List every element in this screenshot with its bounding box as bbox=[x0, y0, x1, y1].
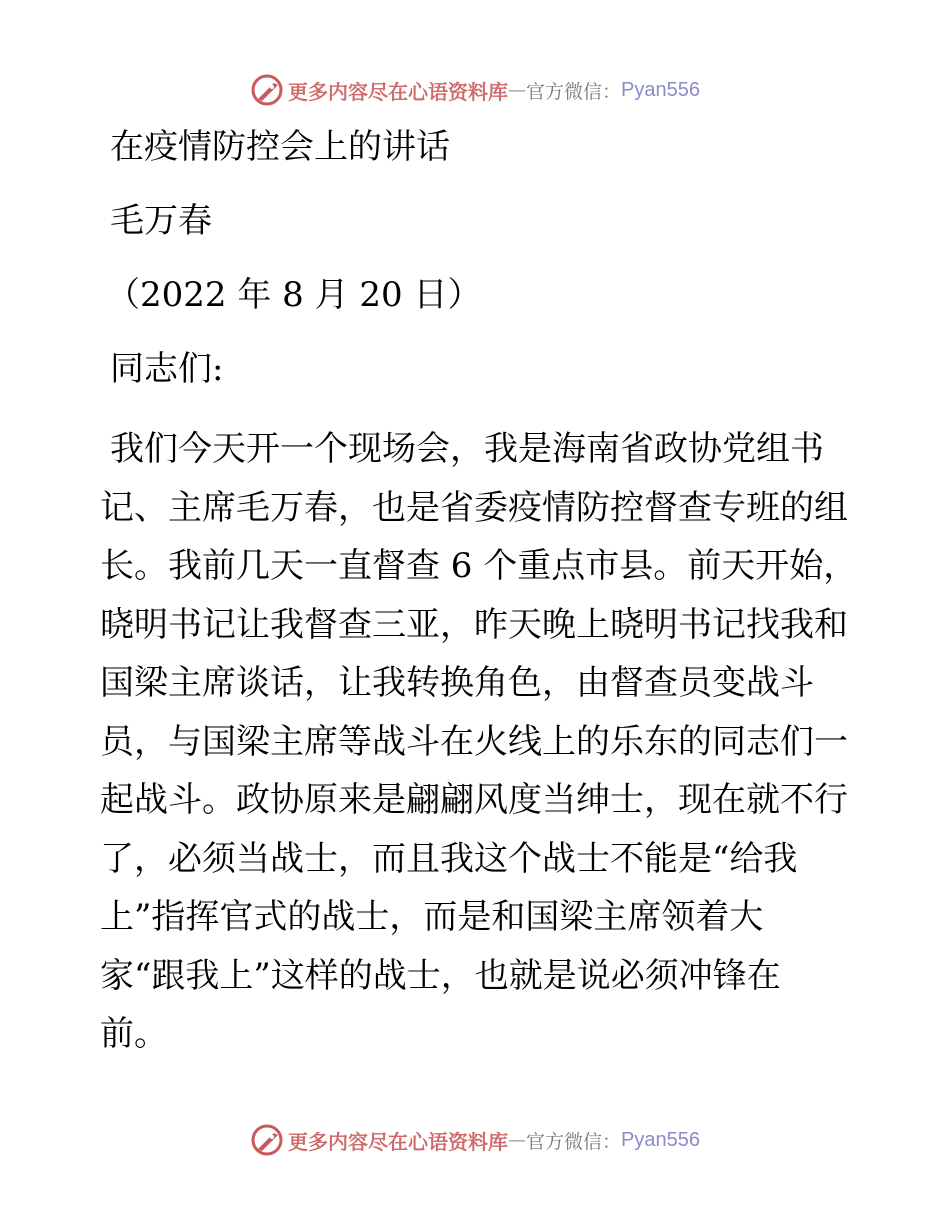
watermark-dash: — bbox=[508, 1129, 526, 1151]
body-line: 起战斗。政协原来是翩翩风度当绅士，现在就不行 bbox=[100, 780, 848, 820]
watermark-dash: — bbox=[508, 79, 526, 101]
document-title: 在疫情防控会上的讲话 bbox=[110, 127, 450, 167]
watermark-wechat-id: Pyan556 bbox=[621, 78, 700, 101]
document-body bbox=[100, 420, 860, 1064]
footer-watermark bbox=[0, 1120, 950, 1160]
body-line: 记、主席毛万春，也是省委疫情防控督查专班的组 bbox=[100, 487, 848, 528]
body-line: 前。 bbox=[100, 1014, 168, 1054]
body-line: 了，必须当战士，而且我这个战士不能是“给我 bbox=[100, 838, 798, 879]
document-author: 毛万春 bbox=[110, 201, 212, 241]
body-line: 国梁主席谈话，让我转换角色，由督查员变战斗 bbox=[100, 663, 814, 703]
watermark-official-label: 官方微信： bbox=[526, 80, 622, 103]
body-line: 员，与国梁主席等战斗在火线上的乐东的同志们一 bbox=[100, 721, 848, 762]
pen-nib-circle-icon bbox=[250, 73, 284, 107]
watermark-site-text: 更多内容尽在心语资料库 bbox=[288, 79, 508, 104]
document-date: （2022 年 8 月 20 日） bbox=[106, 275, 482, 315]
document-salutation: 同志们: bbox=[110, 349, 224, 389]
watermark-official-label: 官方微信： bbox=[526, 1130, 622, 1153]
watermark-site-text: 更多内容尽在心语资料库 bbox=[288, 1129, 508, 1154]
body-line: 晓明书记让我督查三亚，昨天晚上晓明书记找我和 bbox=[100, 604, 848, 645]
header-watermark bbox=[0, 70, 950, 110]
body-line: 上”指挥官式的战士，而是和国梁主席领着大 bbox=[100, 897, 764, 937]
body-line: 长。我前几天一直督查 6 个重点市县。前天开始， bbox=[100, 546, 858, 586]
pen-nib-circle-icon bbox=[250, 1123, 284, 1157]
watermark-wechat-id: Pyan556 bbox=[621, 1128, 700, 1151]
body-line: 我们今天开一个现场会，我是海南省政协党组书 bbox=[110, 429, 824, 469]
body-line: 家“跟我上”这样的战士，也就是说必须冲锋在 bbox=[100, 955, 781, 996]
